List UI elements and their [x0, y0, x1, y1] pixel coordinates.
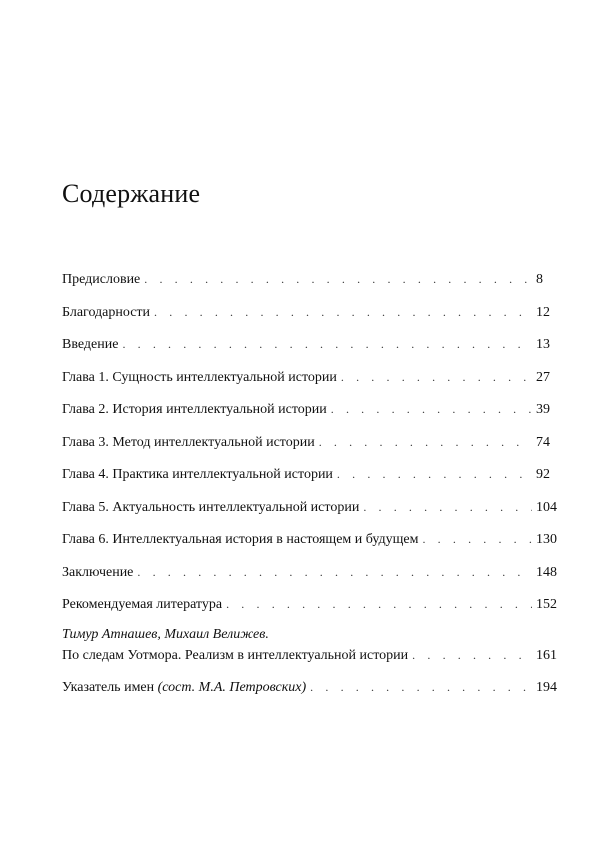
toc-entry-page: 161 [536, 647, 557, 663]
toc-entry-chapter-1 [62, 366, 558, 388]
toc-entry-chapter-3 [62, 431, 558, 453]
dot-leader [226, 593, 532, 615]
toc-entry-label: Благодарности [62, 304, 151, 320]
dot-leader [363, 496, 532, 518]
toc-entry-page: 92 [536, 467, 550, 482]
page-title: Содержание [62, 179, 201, 208]
toc-entry-chapter-2 [62, 398, 558, 420]
toc-entry-essay [62, 626, 558, 666]
toc-entry-page: 152 [536, 597, 557, 612]
dot-leader [331, 398, 532, 420]
dot-leader [422, 528, 532, 550]
toc-entry-label: Глава 5. Актуальность интеллектуальной истории [62, 499, 360, 515]
index-compiler-note: (сост. М.А. Петровских) [157, 679, 307, 695]
toc-entry-label: Рекомендуемая литература [62, 597, 223, 612]
toc-entry-page: 12 [536, 304, 550, 320]
toc-entry-page: 39 [536, 402, 550, 417]
toc-entry-chapter-4 [62, 463, 558, 485]
dot-leader [137, 561, 532, 583]
dot-leader [144, 268, 532, 290]
toc-entry-label: Предисловие [62, 272, 141, 287]
toc-entry-chapter-5 [62, 496, 558, 518]
toc-entry-label: Заключение [62, 564, 134, 580]
toc-entry-label: Глава 6. Интеллектуальная история в настоящем и будущем [62, 532, 419, 547]
toc-entry-recommended-reading [62, 593, 558, 615]
table-of-contents [62, 268, 558, 708]
toc-entry-label: Глава 4. Практика интеллектуальной истории [62, 467, 333, 482]
essay-authors: Тимур Атнашев, Михаил Велижев. [62, 626, 269, 642]
toc-entry-introduction [62, 333, 558, 355]
toc-entry-preface [62, 268, 558, 290]
dot-leader [341, 366, 532, 388]
toc-entry-chapter-6 [62, 528, 558, 550]
toc-entry-page: 104 [536, 499, 557, 515]
toc-entry-page: 8 [536, 272, 543, 287]
toc-entry-label [62, 677, 310, 699]
dot-leader [412, 644, 532, 666]
toc-entry-label: По следам Уотмора. Реализм в интеллектуальной истории [62, 647, 409, 663]
dot-leader [337, 463, 532, 485]
essay-row [62, 644, 558, 666]
dot-leader [122, 333, 532, 355]
toc-entry-label: Глава 1. Сущность интеллектуальной истории [62, 369, 337, 385]
toc-entry-page: 148 [536, 564, 557, 580]
toc-entry-label: Введение [62, 337, 119, 352]
toc-entry-page: 194 [536, 679, 557, 695]
toc-entry-label: Глава 2. История интеллектуальной истории [62, 402, 327, 417]
dot-leader [310, 676, 532, 698]
toc-entry-page: 13 [536, 337, 550, 352]
toc-entry-acknowledgements [62, 301, 558, 323]
toc-entry-page: 74 [536, 434, 550, 450]
dot-leader [319, 431, 532, 453]
toc-entry-name-index [62, 676, 558, 698]
dot-leader [154, 301, 532, 323]
toc-entry-page: 130 [536, 532, 557, 547]
toc-entry-label: Глава 3. Метод интеллектуальной истории [62, 434, 315, 450]
toc-entry-conclusion [62, 561, 558, 583]
index-label: Указатель имен [62, 679, 155, 695]
toc-entry-page: 27 [536, 369, 550, 385]
